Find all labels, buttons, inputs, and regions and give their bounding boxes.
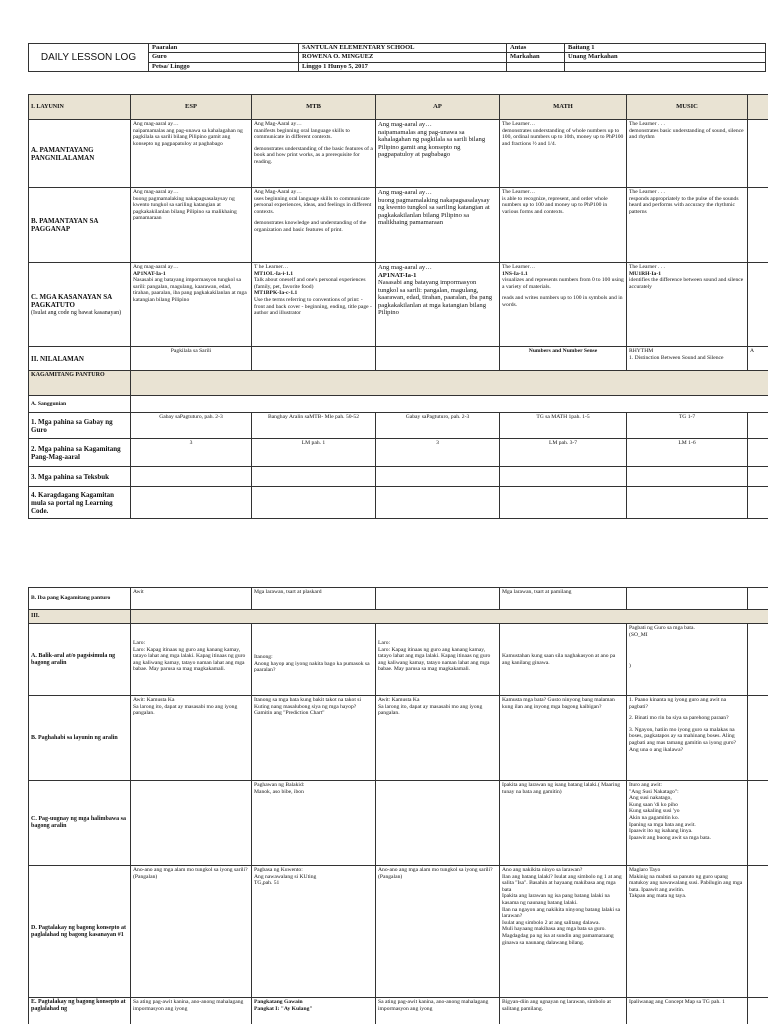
cell-mtb: LM pah. 1: [252, 439, 376, 467]
header-value: Baitang 1: [565, 44, 766, 53]
cell-math: The Learner… is able to recognize, represent, and order whole numbers up to 100 and money up to PhP100 in various forms and contexts.: [500, 188, 627, 263]
cell-math: Mga larawan, tsart at pamilang: [500, 588, 627, 610]
row-mga-kasanayan: [29, 263, 768, 347]
cell-mtb: Paghawan ng Balakid: Manok, aso bibe, ibon: [252, 781, 376, 866]
row-pagtalakay-1: [29, 866, 768, 998]
cell-music: Pagbati ng Guro sa mga bata. (SO_MI ): [627, 624, 748, 696]
row-balik-aral: [29, 624, 768, 696]
cell-esp: Ang mag-aaral ay… buong pagmamalaking nakapagsasalaysay ng kwento tungkol sa sariling katangian at pagkakakilanlan bilang Pilipino sa malikhaing pamamaraan: [131, 188, 252, 263]
cell-esp: 3: [131, 439, 252, 467]
row-label: D. Pagtalakay ng bagong konsepto at paglalahad ng bagong kasanayan #1: [29, 866, 131, 998]
cell-mtb: Pangkatang Gawain Pangkat I: "Ay Kulang": [252, 998, 376, 1024]
column-header-esp: ESP: [131, 95, 252, 120]
cell-ap: Laro: Laro: Kapag itinaas ng guro ang kanang kamay, tatayo lahat ang mga lalaki. Kapag itinaas ng guro ang kaliwang kamay, tatayo naman lahat ang mga babae. May parusa sa mag magkakamali.: [376, 624, 500, 696]
cell-ap: Ang mag-aaral ay… AP1NAT-Ia-1 Nasasabi ang batayang impormasyon tungkol sa sarili: pangalan, magulang, kaarawan, edad, tirahan, paaralan, iba pang pagkakakilanlan at mga katangian bilang Pilipino: [376, 263, 500, 347]
cell-math: Numbers and Number Sense: [500, 347, 627, 371]
row-kagamitang-panturo: [29, 371, 768, 396]
cell-music: The Learner . . . responds appropriately to the pulse of the sounds heard and performs with accuracy the rhythmic patterns: [627, 188, 748, 263]
cell-music: Ipaliwanag ang Concept Map sa TG pah. 1: [627, 998, 748, 1024]
header-value: Linggo 1 Hunyo 5, 2017: [299, 62, 507, 71]
cell-mtb: T he Learner… MT1OL-Ia-i-1.1 Talk about oneself and one's personal experiences (family, pet, favorite food) MT1BPK-Ia-c-1.1 Use the terms referring to conventions of print: - front and back cover - beginning, ending, title page - author and illustrator: [252, 263, 376, 347]
cell-math: Bigyan-diin ang ugnayan ng larawan, simbolo at salitang pamilang.: [500, 998, 627, 1024]
cell-esp: Awit: [131, 588, 252, 610]
header-label: Antas: [507, 44, 565, 53]
row-pamantayang-pangnilalaman: [29, 120, 768, 188]
row-pag-uugnay: [29, 781, 768, 866]
cell-esp: Laro: Laro: Kapag itinaas ng guro ang kanang kamay, tatayo lahat ang mga lalaki. Kapag itinaas ng guro ang kaliwang kamay, tatayo naman lahat ang mga babae. May parusa sa mag magkakamali.: [131, 624, 252, 696]
row-label: A. Balik-aral at/o pagsisimula ng bagong aralin: [29, 624, 131, 696]
cell-music: Ituro ang awit: "Ang Susi Nakatago": Ang susi nakatago, Kung saan 'di ko piho Kung sakaling susi 'yo Akin na gagamitin ko. Ipaning sa mga bata ang awit. Ipaawit ito ng isahang linya. Ipaawit ang buong awit sa mga bata.: [627, 781, 748, 866]
cell-esp: Pagkilala sa Sarili: [131, 347, 252, 371]
cell-esp: Sa ating pag-awit kanina, ano-anong mahalagang impormasyon ang iyong: [131, 998, 252, 1024]
cell-music: 1. Paano kinanta ng iyong guro ang awit na pagbati? 2. Binati mo rin ba siya sa parehong paraan? 3. Ngayon, hatiin mo iyong guro sa malakas na boses, pagkatapos ay sa mahinang boses. Aling pagbati ang mas tamang gamitin sa iyong guro? Ang una o ang ikalawa?: [627, 696, 748, 781]
cell-ap: 3: [376, 439, 500, 467]
objectives-table: [28, 94, 768, 519]
procedures-table: [28, 587, 768, 1024]
cell-music: TG 1-7: [627, 413, 748, 439]
row-label: E. Pagtalakay ng bagong konsepto at paglalahad ng: [29, 998, 131, 1024]
row-label: A. PAMANTAYANG PANGNILALAMAN: [29, 120, 131, 188]
row-nilalaman: [29, 347, 768, 371]
column-header-music: MUSIC: [627, 95, 748, 120]
cell-ap: Awit: Kamusta Ka Sa larong ito, dapat ay masasabi mo ang iyong pangalan.: [376, 696, 500, 781]
cell-math: The Learner… demonstrates understanding of whole numbers up to 100, ordinal numbers up to 10th, money up to PhP100 and fractions ½ and 1/4.: [500, 120, 627, 188]
row-iba-pang-kagamitang: [29, 588, 768, 610]
header-value: ROWENA O. MINGUEZ: [299, 53, 507, 62]
row-label: C. Pag-uugnay ng mga halimbawa sa bagong aralin: [29, 781, 131, 866]
cell-math: LM pah. 3-7: [500, 439, 627, 467]
cell-math: TG sa MATH 1pah. 1-5: [500, 413, 627, 439]
cell-esp: Ano-ano ang mga alam mo tungkol sa iyong sarili? (Pangalan): [131, 866, 252, 998]
header-value: Unang Markahan: [565, 53, 766, 62]
cell-ap: Ang mag-aaral ay… buong pagmamalaking nakapagsasalaysay ng kwento tungkol sa sariling katangian at pagkakakilanlan bilang Pilipino sa malikhaing pamamaraan: [376, 188, 500, 263]
row-label: 3. Mga pahina sa Teksbuk: [29, 467, 131, 487]
cell-math: Ano ang nakikita ninyo sa larawan? Ilan ang batang lalaki? Isulat ang simbolo ng 1 at ang salita "Isa". Basahin at hayaang makibasa ang mga bata Ipakita ang larawan ng isa pang batang lalaki na kasama ng naunang batang lalaki. Ilan na ngayon ang nakikita ninyong batang lalaki sa larawan? Isulat ang simbolo 2 at ang salitang dalawa. Muli hayaang makibasa ang mga bata sa guro. Magdagdag pa ng isa at sundin ang pamamaraang ginawa sa naunang dalawang bilang.: [500, 866, 627, 998]
row-pamamaraan: [29, 610, 768, 624]
header-label: Petsa/ Linggo: [149, 62, 299, 71]
row-gabay-ng-guro: [29, 413, 768, 439]
row-label: C. MGA KASANAYAN SA PAGKATUTO (Isulat ang code ng bawat kasanayan): [29, 263, 131, 347]
cell-music: The Learner . . . demonstrates basic understanding of sound, silence and rhythm: [627, 120, 748, 188]
row-label: B. PAMANTAYAN SA PAGGANAP: [29, 188, 131, 263]
header-label: Guro: [149, 53, 299, 62]
column-header-math: MATH: [500, 95, 627, 120]
row-label: III.: [29, 610, 131, 624]
cell-esp: Ang mag-aaral ay… naipamamalas ang pag-unawa sa kahalagahan ng pagkilala sa sarili bilang Pilipino gamit ang konsepto ng pagpapatuloy at pagbabago: [131, 120, 252, 188]
cell-mtb: Ang Mag-Aaral ay… uses beginning oral language skills to communicate personal experiences, ideas, and feelings in different contexts. demonstrates knowledge and understanding of the organization and basic features of print.: [252, 188, 376, 263]
row-label: 1. Mga pahina sa Gabay ng Guro: [29, 413, 131, 439]
cell-esp: Ang mag-aaral ay… AP1NAT-Ia-1 Nasasabi ang batayang impormasyon tungkol sa sarili: pangalan, magulang, kaarawan, edad, tirahan, paaralan, iba pang pagkakakilanlan at mga katangian bilang Pilipino: [131, 263, 252, 347]
row-paghahabi: [29, 696, 768, 781]
row-karagdagang-kagamitan: [29, 487, 768, 519]
cell-math: Kamusta mga bata? Gusto ninyong bang malaman kung ilan ang inyong mga bagong kaibigan?: [500, 696, 627, 781]
cell-music: Maglaro Tayo Makinig na mabuti sa panuto ng guro upang matukoy ang nawawalang susi. Pabilugin ang mga bata. Ipaawit ang awitin. Takpan ang mata ng taya.: [627, 866, 748, 998]
cell-esp: Gabay saPagtuturo, pah. 2-3: [131, 413, 252, 439]
row-label: II. NILALAMAN: [29, 347, 131, 371]
row-label: A. Sanggunian: [29, 396, 131, 413]
row-sanggunian: [29, 396, 768, 413]
column-header-mtb: MTB: [252, 95, 376, 120]
row-kagamitang-pang-mag-aaral: [29, 439, 768, 467]
lesson-log-header: [28, 43, 766, 72]
cell-mtb: Itanong sa mga bata kung bakit takot na takot si Kuting nang masalubong siya ng mga hayop? Gamitin ang "Prediction Chart": [252, 696, 376, 781]
row-label: KAGAMITANG PANTURO: [29, 371, 131, 396]
cell-math: Kamustahan kung saan sila naghakasyon at ano pa ang kanilang ginawa.: [500, 624, 627, 696]
cell-music: RHYTHM 1. Distinction Between Sound and Silence: [627, 347, 748, 371]
cell-math: Ipakita ang larawan ng isang batang lalaki.( Maaring tunay na bata ang gamitin): [500, 781, 627, 866]
cell-ap: Ano-ano ang mga alam mo tungkol sa iyong sarili? (Pangalan): [376, 866, 500, 998]
header-value: [565, 62, 766, 71]
cell-mtb: Itanong: Anong hayop ang iyong nakita bago ka pumasok sa paaralan?: [252, 624, 376, 696]
header-label: Paaralan: [149, 44, 299, 53]
header-label: Markahan: [507, 53, 565, 62]
cell-mtb: Banghay Aralin saMTB- Mle pah. 50-52: [252, 413, 376, 439]
cell-music: The Learner . . . MU1RH-Ia-1 identifies the difference between sound and silence accurately: [627, 263, 748, 347]
cell-math: The Learner… 1NS-Ia-1.1 visualizes and represents numbers from 0 to 100 using a variety of materials. reads and writes numbers up to 100 in symbols and in words.: [500, 263, 627, 347]
document-title: DAILY LESSON LOG: [29, 44, 149, 72]
cell-music: LM 1-6: [627, 439, 748, 467]
cell-mtb: Pagbasa ng Kuwento: Ang nawawalang si KUting TG,pah. 51: [252, 866, 376, 998]
row-label: 4. Karagdagang Kagamitan mula sa portal ng Learning Code.: [29, 487, 131, 519]
column-header-ap: AP: [376, 95, 500, 120]
cell-ap: Gabay saPagtuturo, pah. 2-3: [376, 413, 500, 439]
row-label: B. Iba pang Kagamitang panturo: [29, 588, 131, 610]
row-teksbuk: [29, 467, 768, 487]
cell-esp: Awit: Kamusta Ka Sa larong ito, dapat ay masasabi mo ang iyong pangalan.: [131, 696, 252, 781]
row-pagtalakay-2: [29, 998, 768, 1024]
cell-ap: Ang mag-aaral ay… naipamamalas ang pag-unawa sa kahalagahan ng pagkilala sa sarili bilang Pilipino gamit ang konsepto ng pagpapatuloy at pagbabago: [376, 120, 500, 188]
cell-mtb: Mga larawan, tsart at plaskard: [252, 588, 376, 610]
cell-overflow: A: [748, 347, 768, 371]
row-pamantayan-sa-pagganap: [29, 188, 768, 263]
cell-mtb: Ang Mag-Aaral ay… manifests beginning oral language skills to communicate in different contexts. demonstrates understanding of the basic features of a book and how print works, as a prerequisite for reading.: [252, 120, 376, 188]
cell-ap: Sa ating pag-awit kanina, ano-anong mahalagang impormasyon ang iyong: [376, 998, 500, 1024]
column-header-layunin: I. LAYUNIN: [29, 95, 131, 120]
row-label: B. Paghahabi sa layunin ng aralin: [29, 696, 131, 781]
row-label: 2. Mga pahina sa Kagamitang Pang-Mag-aaral: [29, 439, 131, 467]
header-value: [507, 62, 565, 71]
header-value: SANTULAN ELEMENTARY SCHOOL: [299, 44, 507, 53]
